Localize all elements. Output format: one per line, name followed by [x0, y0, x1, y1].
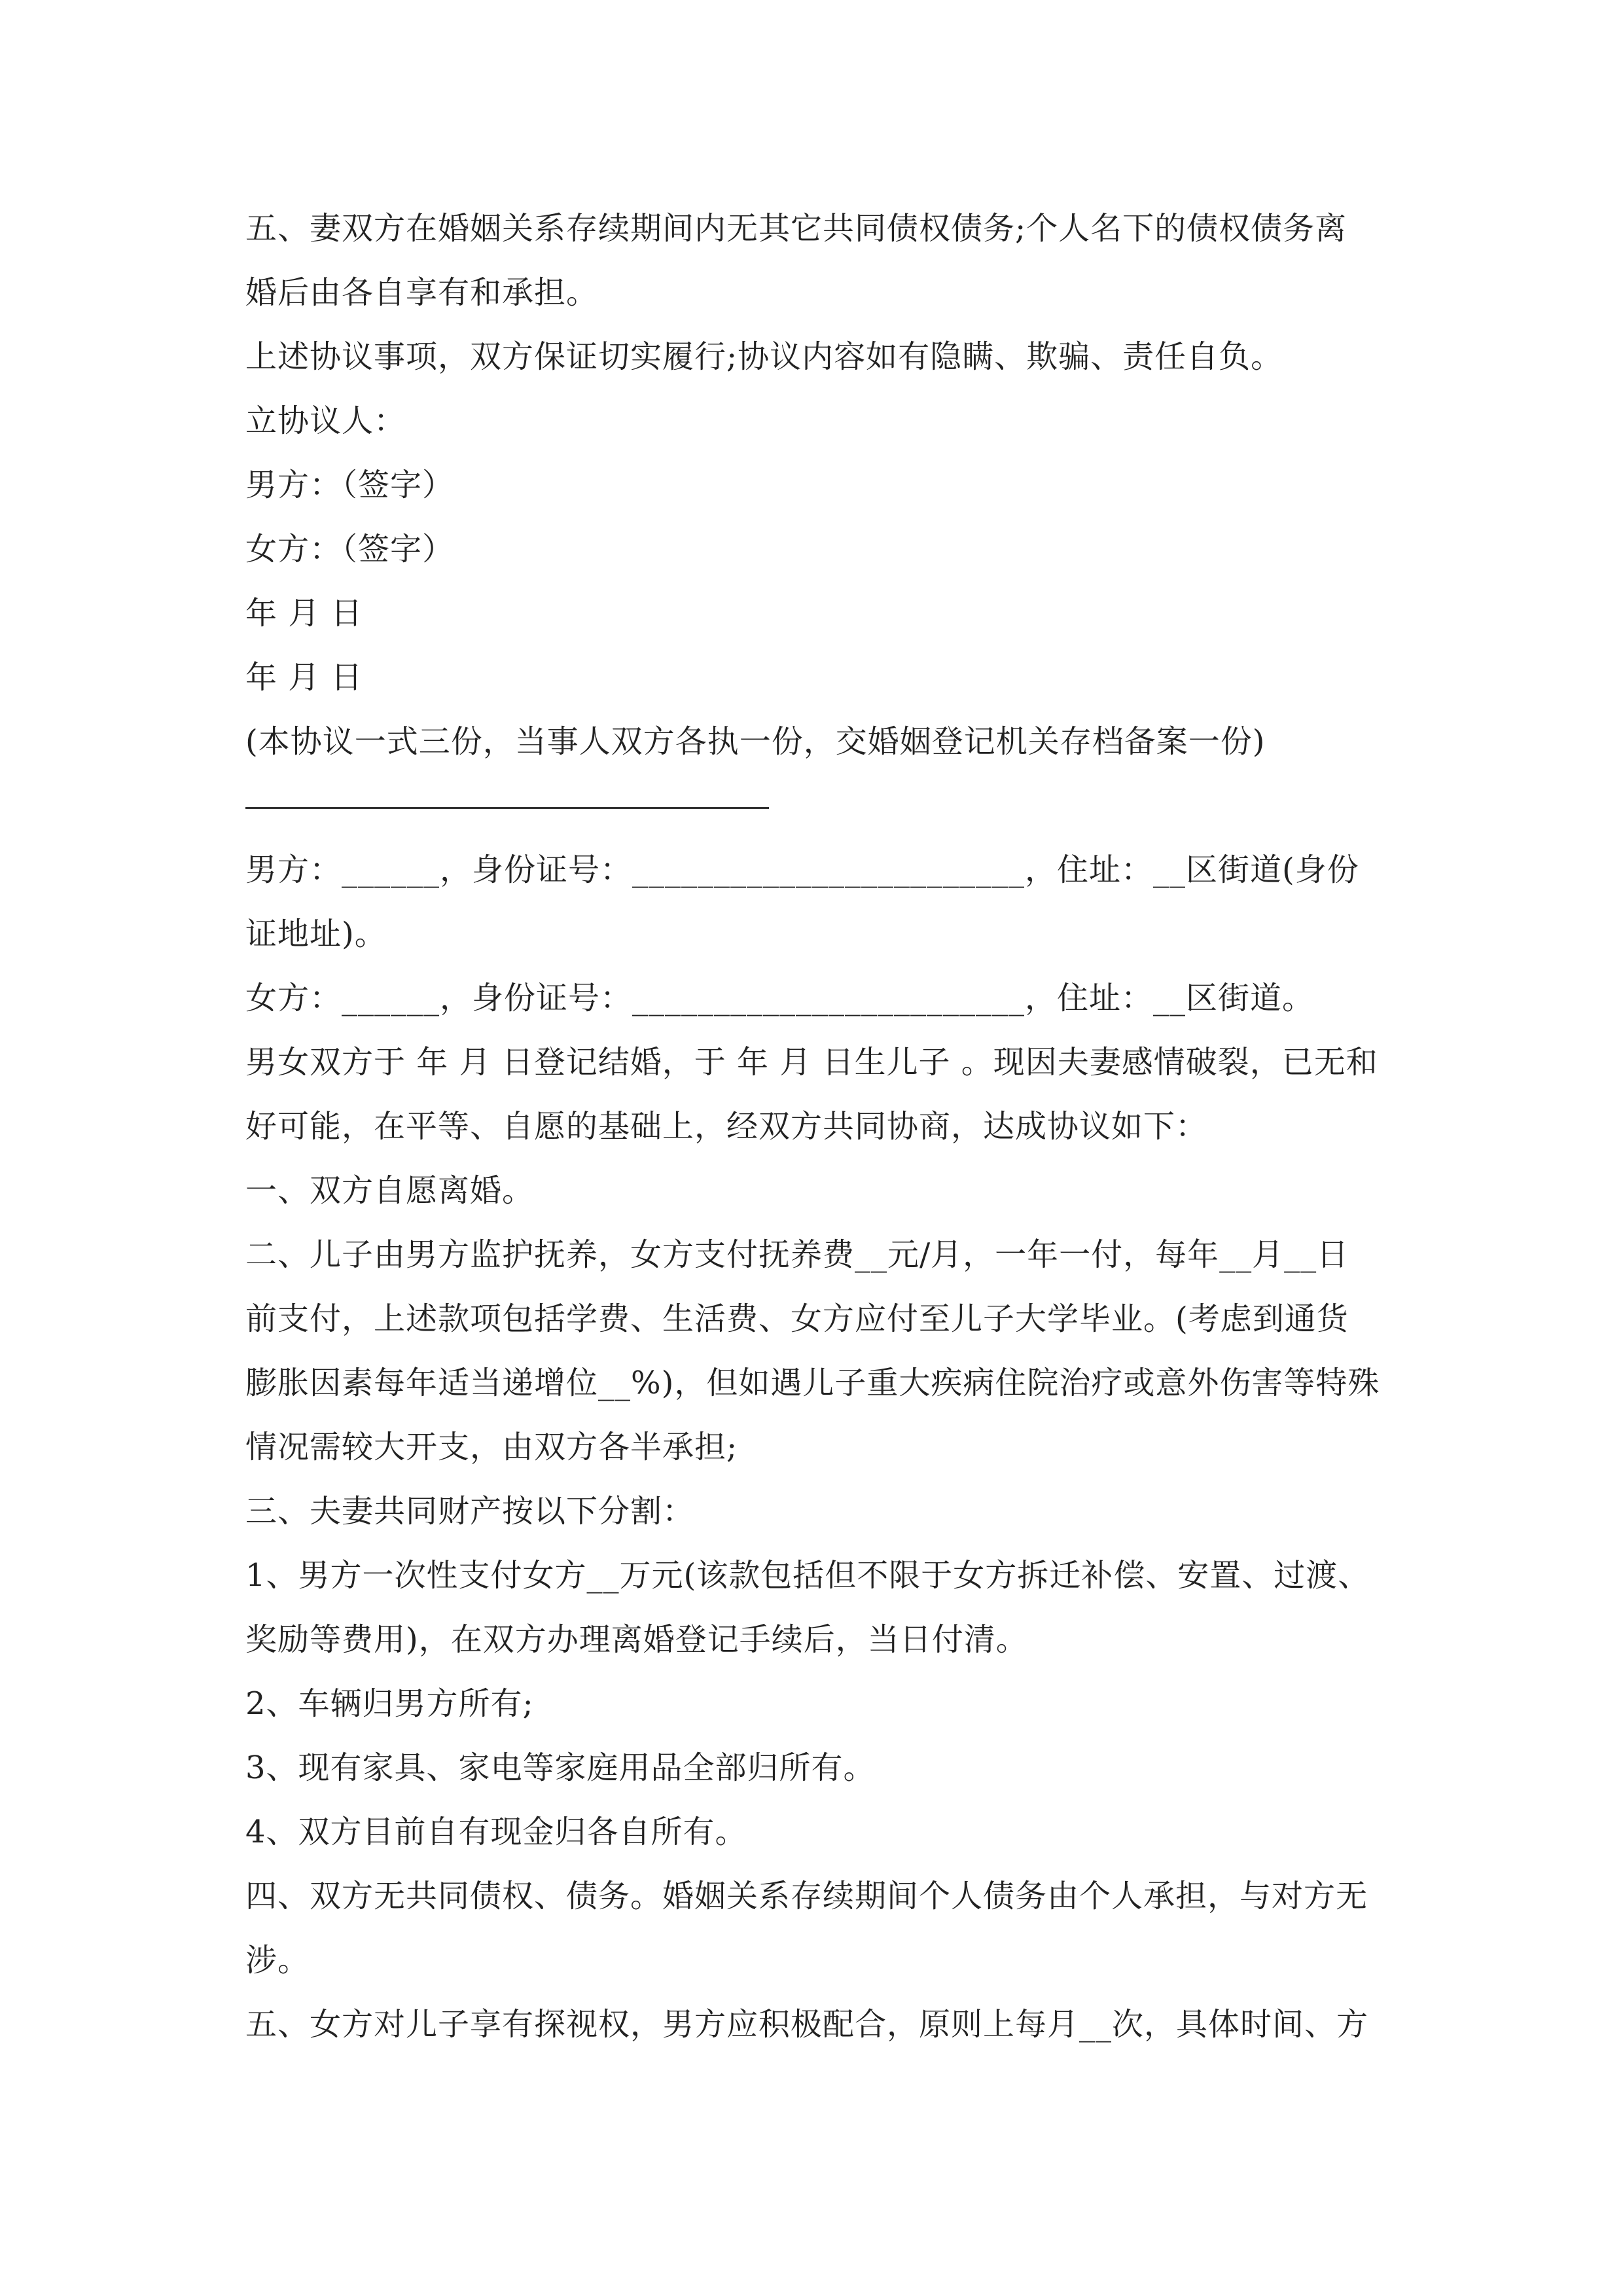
paragraph-line: 情况需较大开支，由双方各半承担;: [245, 1429, 738, 1465]
divider-rule: [245, 807, 769, 809]
female-signature-line: 女方：（签字）: [245, 531, 455, 567]
sub-item-4: 4、双方目前自有现金归各自所有。: [245, 1814, 747, 1850]
date-line: 年 月 日: [245, 659, 363, 696]
paragraph-line: 男女双方于 年 月 日登记结婚，于 年 月 日生儿子 。现因夫妻感情破裂，已无和: [245, 1044, 1378, 1081]
date-line: 年 月 日: [245, 595, 363, 632]
copies-note: (本协议一式三份，当事人双方各执一份，交婚姻登记机关存档备案一份): [245, 723, 1266, 760]
document-body: [245, 196, 1384, 2056]
male-signature-line: 男方：（签字）: [245, 467, 455, 503]
clause-one: 一、双方自愿离婚。: [245, 1172, 535, 1209]
signatories-heading: 立协议人：: [245, 403, 406, 439]
paragraph-line: 好可能，在平等、自愿的基础上，经双方共同协商，达成协议如下：: [245, 1108, 1208, 1145]
clause-four: 四、双方无共同债权、债务。婚姻关系存续期间个人债务由个人承担，与对方无: [245, 1878, 1368, 1914]
paragraph-line: 证地址)。: [245, 916, 387, 952]
paragraph-line: 前支付，上述款项包括学费、生活费、女方应付至儿子大学毕业。(考虑到通货: [245, 1300, 1349, 1337]
paragraph-line: 膨胀因素每年适当递增位__%)，但如遇儿子重大疾病住院治疗或意外伤害等特殊: [245, 1365, 1380, 1401]
paragraph-line: 婚后由各自享有和承担。: [245, 274, 599, 311]
male-info-line: 男方：______，身份证号：________________________，住址：__区街道(身份: [245, 852, 1359, 888]
paragraph-line: 奖励等费用)，在双方办理离婚登记手续后，当日付清。: [245, 1621, 1028, 1658]
section-divider: [245, 774, 1384, 838]
paragraph-line: 涉。: [245, 1942, 310, 1979]
sub-item-1: 1、男方一次性支付女方__万元(该款包括但不限于女方拆迁补偿、安置、过渡、: [245, 1557, 1370, 1594]
clause-three: 三、夫妻共同财产按以下分割：: [245, 1493, 695, 1530]
paragraph-line: 上述协议事项，双方保证切实履行;协议内容如有隐瞒、欺骗、责任自负。: [245, 338, 1283, 375]
clause-two: 二、儿子由男方监护抚养，女方支付抚养费__元/月，一年一付，每年__月__日: [245, 1236, 1349, 1273]
female-info-line: 女方：______，身份证号：________________________，住址：__区街道。: [245, 980, 1315, 1016]
sub-item-3: 3、现有家具、家电等家庭用品全部归所有。: [245, 1749, 876, 1786]
paragraph-line: 五、妻双方在婚姻关系存续期间内无其它共同债权债务;个人名下的债权债务离: [245, 210, 1347, 247]
sub-item-2: 2、车辆归男方所有;: [245, 1685, 534, 1722]
clause-five: 五、女方对儿子享有探视权，男方应积极配合，原则上每月__次，具体时间、方: [245, 2006, 1369, 2043]
